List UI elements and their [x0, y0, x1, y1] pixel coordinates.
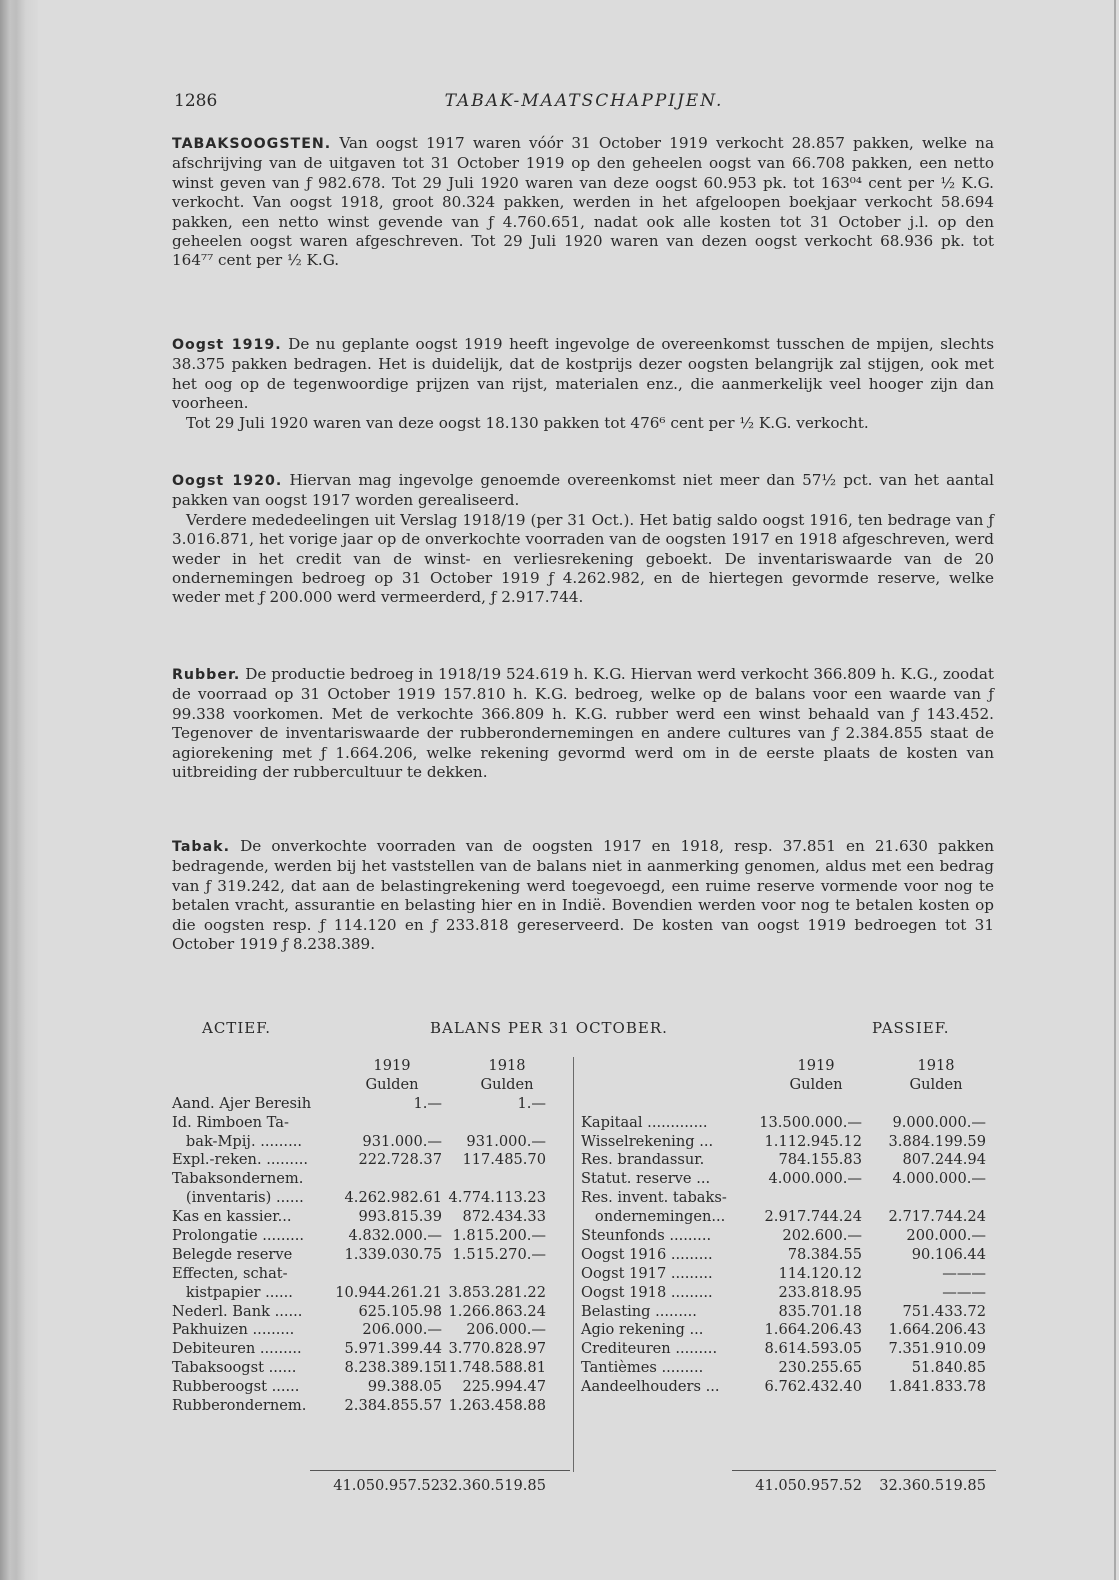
- section-lead: Rubber.: [172, 667, 241, 683]
- table-row: [172, 1359, 572, 1378]
- value-1918: 4.774.113.23: [448, 1189, 546, 1207]
- paragraph: [172, 335, 994, 414]
- value-1918: 1.266.863.24: [448, 1302, 546, 1320]
- value-1919: 114.120.12: [778, 1264, 862, 1282]
- year-1919: 1919: [373, 1057, 411, 1074]
- value-1919: 99.388.05: [367, 1378, 442, 1396]
- unit-header-row: [581, 1076, 996, 1095]
- passief-title: PASSIEF.: [872, 1019, 950, 1037]
- value-1919: 4.000.000.—: [768, 1170, 862, 1188]
- section-oogst-1920: [172, 471, 994, 608]
- table-row: [581, 1208, 996, 1227]
- value-1919: 993.815.39: [358, 1208, 442, 1226]
- row-label: Tantièmes .........: [581, 1359, 704, 1377]
- unit-gulden: Gulden: [789, 1075, 843, 1093]
- unit-gulden: Gulden: [365, 1075, 419, 1093]
- value-1918: 872.434.33: [462, 1208, 546, 1226]
- value-1919: 784.155.83: [778, 1151, 862, 1169]
- value-1919: 10.944.261.21: [335, 1283, 442, 1301]
- table-row: [581, 1189, 996, 1208]
- row-label: Expl.-reken. .........: [172, 1151, 308, 1169]
- running-title: TABAK-MAATSCHAPPIJEN.: [444, 91, 724, 111]
- table-row: [581, 1095, 996, 1114]
- value-1919: 1.339.030.75: [344, 1245, 442, 1263]
- section-oogst-1919: [172, 335, 994, 433]
- table-row: [172, 1265, 572, 1284]
- row-label: (inventaris) ......: [172, 1189, 304, 1207]
- value-1919: 222.728.37: [358, 1151, 442, 1169]
- value-1918: 1.—: [517, 1094, 546, 1112]
- table-row: [172, 1208, 572, 1227]
- table-row: [581, 1151, 996, 1170]
- row-label: Belegde reserve: [172, 1245, 293, 1263]
- passief-total-1919: 41.050.957.52: [755, 1477, 862, 1494]
- value-1918: 4.000.000.—: [892, 1170, 986, 1188]
- actief-title: ACTIEF.: [202, 1019, 272, 1037]
- year-header-row: [581, 1057, 996, 1076]
- table-row: [581, 1340, 996, 1359]
- table-row: [172, 1321, 572, 1340]
- value-1918: 3.884.199.59: [888, 1132, 986, 1150]
- balance-title: BALANS PER 31 OCTOBER.: [430, 1019, 668, 1037]
- value-1919: 13.500.000.—: [759, 1113, 862, 1131]
- passief-table: [581, 1057, 996, 1397]
- table-row: [172, 1284, 572, 1303]
- year-1918: 1918: [488, 1057, 526, 1074]
- value-1918: 2.717.744.24: [888, 1208, 986, 1226]
- year-header-row: [172, 1057, 572, 1076]
- paragraph: Tot 29 Juli 1920 waren van deze oogst 18.130 pakken tot 476⁶ cent per ½ K.G. verkocht.: [186, 413, 869, 432]
- value-1919: 8.238.389.15: [344, 1359, 442, 1377]
- value-1918: 3.853.281.22: [448, 1283, 546, 1301]
- table-row: [581, 1378, 996, 1397]
- section-text: De onverkochte voorraden van de oogsten 1917 en 1918, resp. 37.851 en 21.630 pakken bedragende, werden bij het vaststellen van de balans niet in aanmerking genomen, aldus met een bedrag van ƒ 319.242, dat aan de belastingrekening werd toegevoegd, een ruime reserve vormende voor nog te betalen vracht, assurantie en belasting hier en in Indië. Bovendien werden voor nog te betalen kosten op die oogsten resp. ƒ 114.120 en ƒ 233.818 gereserveerd. De kosten van oogst 1919 bedroegen tot 31 October 1919 ƒ 8.238.389.: [172, 837, 995, 954]
- passief-total-1918: 32.360.519.85: [879, 1477, 986, 1494]
- table-row: [581, 1170, 996, 1189]
- value-1919: 206.000.—: [362, 1321, 442, 1339]
- page-edge-right: [1114, 0, 1116, 1580]
- value-1918: 3.770.828.97: [448, 1340, 546, 1358]
- table-row: [172, 1133, 572, 1152]
- book-binding-edge: [0, 0, 38, 1580]
- value-1918: 51.840.85: [911, 1359, 986, 1377]
- row-label: Oogst 1916 .........: [581, 1245, 713, 1263]
- value-1919: 6.762.432.40: [764, 1378, 862, 1396]
- value-1919: 2.917.744.24: [764, 1208, 862, 1226]
- table-row: [172, 1189, 572, 1208]
- value-1918: 7.351.910.09: [888, 1340, 986, 1358]
- value-1918: 1.815.200.—: [452, 1227, 546, 1245]
- value-1919: 230.255.65: [778, 1359, 862, 1377]
- value-1918: 11.748.588.81: [439, 1359, 546, 1377]
- value-1918: ———: [942, 1264, 986, 1282]
- table-row: [172, 1114, 572, 1133]
- value-1918: 807.244.94: [902, 1151, 986, 1169]
- row-label: bak-Mpij. .........: [172, 1132, 302, 1150]
- row-label: Statut. reserve ...: [581, 1170, 711, 1188]
- value-1919: 1.664.206.43: [764, 1321, 862, 1339]
- paragraph: [172, 134, 994, 271]
- section-lead: TABAKSOOGSTEN.: [172, 136, 332, 152]
- value-1918: 9.000.000.—: [892, 1113, 986, 1131]
- value-1919: 4.832.000.—: [348, 1227, 442, 1245]
- row-label: Aandeelhouders ...: [581, 1378, 720, 1396]
- value-1918: 1.263.458.88: [448, 1397, 546, 1415]
- table-row: [172, 1227, 572, 1246]
- table-row: [172, 1397, 572, 1416]
- row-label: Id. Rimboen Ta-: [172, 1113, 289, 1131]
- section-text: Hiervan mag ingevolge genoemde overeenkomst niet meer dan 57½ pct. van het aantal pakken van oogst 1917 worden gerealiseerd.: [172, 471, 995, 510]
- actief-table: [172, 1057, 572, 1416]
- table-row: [172, 1303, 572, 1322]
- value-1918: ———: [942, 1283, 986, 1301]
- section-tabak: [172, 837, 994, 954]
- row-label: Aand. Ajer Beresih: [172, 1094, 312, 1112]
- value-1919: 1.112.945.12: [764, 1132, 862, 1150]
- page-header: [174, 91, 994, 115]
- table-row: [581, 1227, 996, 1246]
- value-1918: 751.433.72: [902, 1302, 986, 1320]
- row-label: ondernemingen...: [581, 1208, 726, 1226]
- total-rule-passief: [732, 1470, 996, 1471]
- row-label: Tabaksoogst ......: [172, 1359, 297, 1377]
- row-label: Wisselrekening ...: [581, 1132, 714, 1150]
- column-divider: [573, 1057, 574, 1472]
- row-label: Rubberoogst ......: [172, 1378, 300, 1396]
- actief-total-1919: 41.050.957.52: [333, 1477, 440, 1494]
- value-1919: 1.—: [413, 1094, 442, 1112]
- row-label: Oogst 1918 .........: [581, 1283, 713, 1301]
- year-1919: 1919: [797, 1057, 835, 1074]
- section-lead: Oogst 1920.: [172, 473, 283, 489]
- section-text: De productie bedroeg in 1918/19 524.619 h. K.G. Hiervan werd verkocht 366.809 h. K.G., zoodat de voorraad op 31 October 1919 157.810 h. K.G. bedroeg, welke op de balans voor een waarde van ƒ 99.338 voorkomen. Met de verkochte 366.809 h. K.G. rubber werd een winst behaald van ƒ 143.452. Tegenover de inventariswaarde der rubberondernemingen en andere cultures van ƒ 2.384.855 staat de agiorekening met ƒ 1.664.206, welke rekening gevormd werd om in de eerste plaats de kosten van uitbreiding der rubbercultuur te dekken.: [172, 665, 995, 782]
- section-lead: Oogst 1919.: [172, 337, 282, 353]
- value-1918: 1.515.270.—: [452, 1245, 546, 1263]
- value-1919: 5.971.399.44: [344, 1340, 442, 1358]
- table-row: [172, 1095, 572, 1114]
- paragraph: [172, 665, 994, 782]
- table-row: [581, 1321, 996, 1340]
- row-label: Rubberondernem.: [172, 1397, 307, 1415]
- table-row: [581, 1133, 996, 1152]
- row-label: Crediteuren .........: [581, 1340, 718, 1358]
- table-row: [172, 1170, 572, 1189]
- section-tabaksoogsten: [172, 134, 994, 271]
- row-label: Agio rekening ...: [581, 1321, 704, 1339]
- section-lead: Tabak.: [172, 839, 230, 855]
- table-row: [581, 1114, 996, 1133]
- value-1919: 2.384.855.57: [344, 1397, 442, 1415]
- actief-total-1918: 32.360.519.85: [439, 1477, 546, 1494]
- table-row: [172, 1246, 572, 1265]
- value-1918: 200.000.—: [906, 1227, 986, 1245]
- table-row: [172, 1151, 572, 1170]
- paragraph: [172, 471, 994, 511]
- row-label: Belasting .........: [581, 1302, 697, 1320]
- row-label: Steunfonds .........: [581, 1227, 712, 1245]
- value-1918: 1.664.206.43: [888, 1321, 986, 1339]
- value-1919: 625.105.98: [358, 1302, 442, 1320]
- value-1919: 78.384.55: [787, 1245, 862, 1263]
- value-1919: 931.000.—: [362, 1132, 442, 1150]
- row-label: Pakhuizen .........: [172, 1321, 295, 1339]
- row-label: Debiteuren .........: [172, 1340, 302, 1358]
- table-row: [581, 1246, 996, 1265]
- value-1918: 1.841.833.78: [888, 1378, 986, 1396]
- table-row: [581, 1303, 996, 1322]
- row-label: kistpapier ......: [172, 1283, 293, 1301]
- value-1918: 206.000.—: [466, 1321, 546, 1339]
- table-row: [172, 1340, 572, 1359]
- section-text: Van oogst 1917 waren vóór 31 October 1919 verkocht 28.857 pakken, welke na afschrijving van de uitgaven tot 31 October 1919 op den geheelen oogst van 66.708 pakken, een netto winst geven van ƒ 982.678. Tot 29 Juli 1920 waren van deze oogst 60.953 pk. tot 163⁰⁴ cent per ½ K.G. verkocht. Van oogst 1918, groot 80.324 pakken, werden in het afgeloopen boekjaar verkocht 58.694 pakken, een netto winst gevende van ƒ 4.760.651, nadat ook alle kosten tot 31 October j.l. op den geheelen oogst waren afgeschreven. Tot 29 Juli 1920 waren van dezen oogst verkocht 68.936 pk. tot 164⁷⁷ cent per ½ K.G.: [172, 134, 995, 270]
- unit-gulden: Gulden: [909, 1075, 963, 1093]
- row-label: Res. invent. tabaks-: [581, 1189, 727, 1207]
- value-1918: 117.485.70: [462, 1151, 546, 1169]
- row-label: Kas en kassier...: [172, 1208, 292, 1226]
- table-row: [581, 1359, 996, 1378]
- value-1918: 931.000.—: [466, 1132, 546, 1150]
- section-text: De nu geplante oogst 1919 heeft ingevolge de overeenkomst tusschen de mpijen, slechts 38.375 pakken bedragen. Het is duidelijk, dat de kostprijs dezer oogsten belangrijk zal stijgen, ook met het oog op de tegenwoordige prijzen van rijst, materialen enz., die aanmerkelijk veel hooger zijn dan voorheen.: [172, 335, 994, 413]
- section-rubber: [172, 665, 994, 782]
- row-label: Kapitaal .............: [581, 1113, 708, 1131]
- value-1919: 835.701.18: [778, 1302, 862, 1320]
- paragraph: Verdere mededeelingen uit Verslag 1918/19 (per 31 Oct.). Het batig saldo oogst 1916, ten bedrage van ƒ 3.016.871, het vorige jaar op de onverkochte voorraden van de oogsten 1917 en 1918 afgeschreven, werd weder in het credit van de winst- en verliesrekening geboekt. De inventariswaarde van de 20 ondernemingen bedroeg op 31 October 1919 ƒ 4.262.982, en de hiertegen gevormde reserve, welke weder met ƒ 200.000 werd vermeerderd, ƒ 2.917.744.: [172, 510, 994, 607]
- balance-header: [172, 1019, 994, 1041]
- table-row: [172, 1378, 572, 1397]
- table-row: [581, 1284, 996, 1303]
- row-label: Res. brandassur.: [581, 1151, 705, 1169]
- row-label: Prolongatie .........: [172, 1227, 305, 1245]
- value-1918: 225.994.47: [462, 1378, 546, 1396]
- year-1918: 1918: [917, 1057, 955, 1074]
- total-rule-actief: [310, 1470, 570, 1471]
- value-1919: 4.262.982.61: [344, 1189, 442, 1207]
- row-label: Nederl. Bank ......: [172, 1302, 303, 1320]
- value-1919: 233.818.95: [778, 1283, 862, 1301]
- value-1918: 90.106.44: [911, 1245, 986, 1263]
- row-label: Effecten, schat-: [172, 1264, 288, 1282]
- row-label: Oogst 1917 .........: [581, 1264, 713, 1282]
- row-label: Tabaksondernem.: [172, 1170, 304, 1188]
- unit-header-row: [172, 1076, 572, 1095]
- table-row: [581, 1265, 996, 1284]
- paragraph: [172, 837, 994, 954]
- unit-gulden: Gulden: [480, 1075, 534, 1093]
- value-1919: 202.600.—: [782, 1227, 862, 1245]
- page-number: 1286: [174, 91, 218, 111]
- value-1919: 8.614.593.05: [764, 1340, 862, 1358]
